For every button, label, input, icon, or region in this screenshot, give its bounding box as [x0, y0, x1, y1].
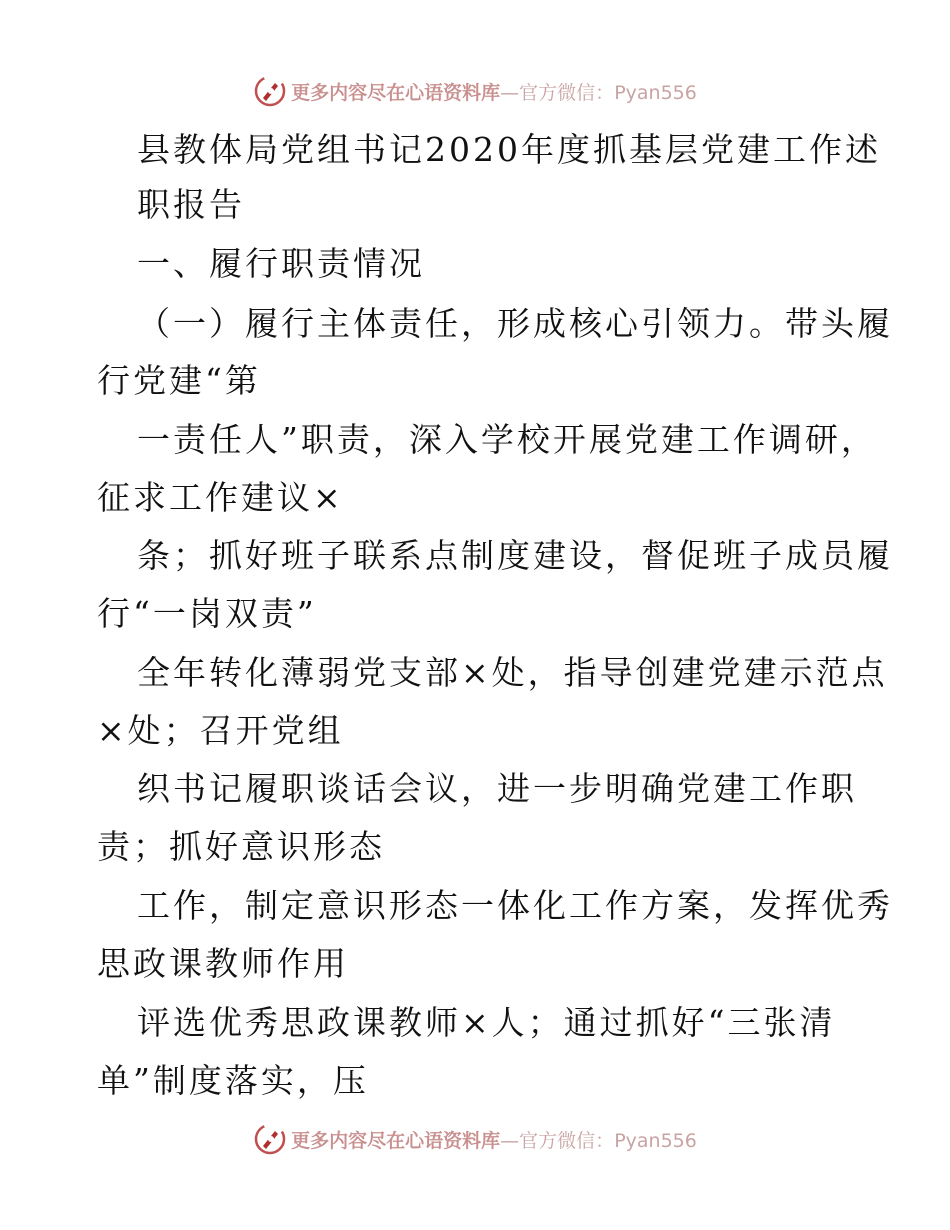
section-heading: 一、履行职责情况	[137, 244, 425, 283]
document-title-line2: 职报告	[137, 185, 245, 224]
footer-dash: —	[500, 1129, 520, 1152]
header-text	[291, 78, 697, 105]
footer-brand: 更多内容尽在心语资料库	[291, 1129, 501, 1152]
paragraph-line: 思政课教师作用	[97, 944, 349, 983]
footer-banner	[0, 1119, 950, 1159]
paragraph-line: 条；抓好班子联系点制度建设，督促班子成员履	[137, 536, 893, 575]
paragraph-line: 行“一岗双责”	[97, 594, 317, 633]
footer-text	[291, 1126, 697, 1153]
header-wechat-id: Pyan556	[614, 81, 697, 104]
header-label: 官方微信：	[519, 81, 615, 104]
paragraph-line: ×处；召开党组	[97, 711, 344, 750]
paragraph-line: 征求工作建议×	[97, 478, 344, 517]
pen-swirl-logo-icon	[253, 1122, 287, 1156]
document-title-line1: 县教体局党组书记2020年度抓基层党建工作述	[137, 130, 881, 169]
footer-wechat-id: Pyan556	[614, 1129, 697, 1152]
paragraph-line: 工作，制定意识形态一体化工作方案，发挥优秀	[137, 886, 893, 925]
paragraph-line: 一责任人”职责，深入学校开展党建工作调研，	[137, 420, 877, 459]
header-brand: 更多内容尽在心语资料库	[291, 81, 501, 104]
paragraph-line: （一）履行主体责任，形成核心引领力。带头履	[137, 304, 893, 343]
header-banner	[0, 71, 950, 111]
header-dash: —	[500, 81, 520, 104]
paragraph-line: 责；抓好意识形态	[97, 827, 385, 866]
pen-swirl-logo-icon	[253, 74, 287, 108]
paragraph-line: 评选优秀思政课教师×人；通过抓好“三张清	[137, 1003, 836, 1042]
paragraph-line: 行党建“第	[97, 361, 261, 400]
paragraph-line: 全年转化薄弱党支部×处，指导创建党建示范点	[137, 653, 888, 692]
paragraph-line: 织书记履职谈话会议，进一步明确党建工作职	[137, 769, 857, 808]
footer-label: 官方微信：	[519, 1129, 615, 1152]
paragraph-line: 单”制度落实，压	[97, 1061, 369, 1100]
